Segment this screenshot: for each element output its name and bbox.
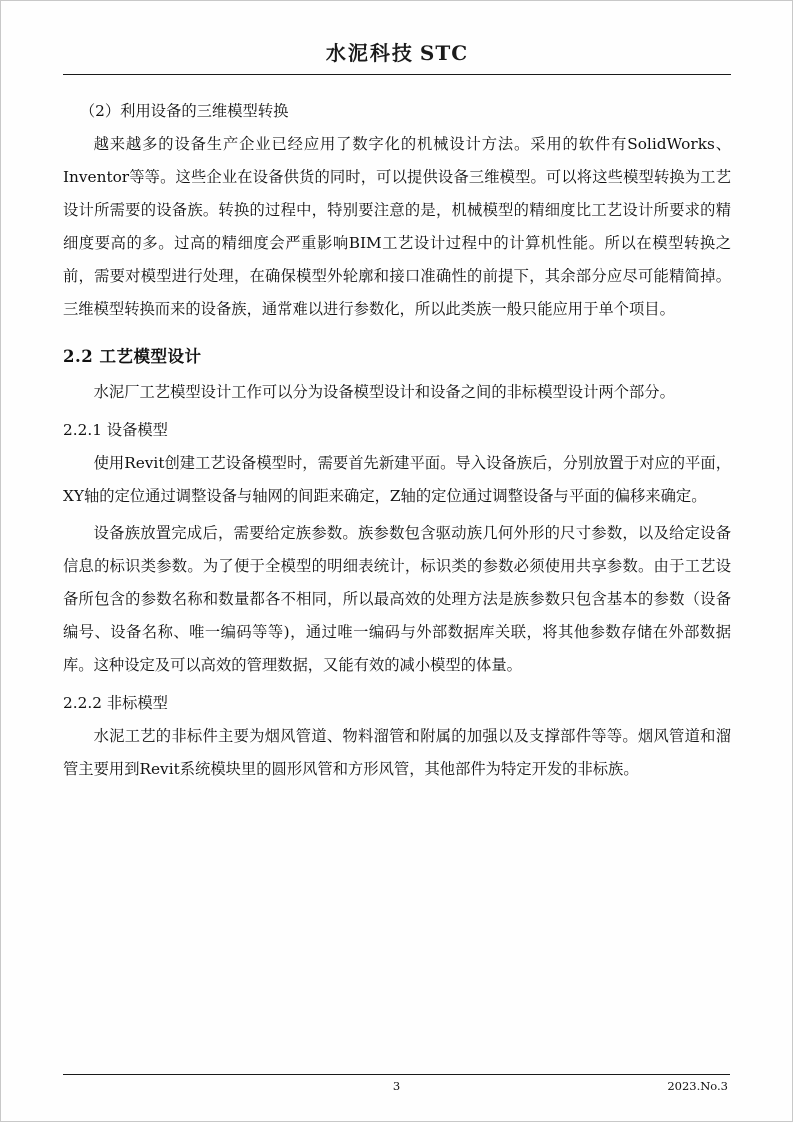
issue-label: 2023.No.3: [667, 1079, 728, 1093]
footer-row: [63, 1079, 730, 1097]
journal-title-latin: STC: [419, 41, 469, 65]
paragraph-family-parameters: 设备族放置完成后，需要给定族参数。族参数包含驱动族几何外形的尺寸参数，以及给定设备信息的标识类参数。为了便于全模型的明细表统计，标识类的参数必须使用共享参数。由于工艺设备所包含的参数名称和数量都各不相同，所以最高效的处理方法是族参数只包含基本的参数（设备编号、设备名称、唯一编码等等)，通过唯一编码与外部数据库关联，将其他参数存储在外部数据库。这种设定及可以高效的管理数据，又能有效的减小模型的体量。: [63, 524, 731, 674]
subsection-heading-2-2-2: 2.2.2 非标模型: [63, 694, 168, 712]
paragraph-nonstandard-model: 水泥工艺的非标件主要为烟风管道、物料溜管和附属的加强以及支撑部件等等。烟风管道和溜管主要用到Revit系统模块里的圆形风管和方形风管，其他部件为特定开发的非标族。: [63, 727, 731, 778]
subsection-heading-2-2-1: 2.2.1 设备模型: [63, 421, 168, 439]
document-body: [63, 95, 731, 786]
paragraph-3d-model-conversion: 越来越多的设备生产企业已经应用了数字化的机械设计方法。采用的软件有SolidWorks、Inventor等等。这些企业在设备供货的同时，可以提供设备三维模型。可以将这些模型转换为工艺设计所需要的设备族。转换的过程中，特别要注意的是，机械模型的精细度比工艺设计所要求的精细度要高的多。过高的精细度会严重影响BIM工艺设计过程中的计算机性能。所以在模型转换之前，需要对模型进行处理，在确保模型外轮廓和接口准确性的前提下，其余部分应尽可能精简掉。三维模型转换而来的设备族，通常难以进行参数化，所以此类族一般只能应用于单个项目。: [63, 135, 731, 318]
page-header: [63, 37, 731, 72]
section-heading-2-2: 2.2 工艺模型设计: [63, 347, 202, 366]
footer-divider: [63, 1074, 730, 1075]
page-footer: [63, 1074, 730, 1097]
paragraph-process-model-design: 水泥厂工艺模型设计工作可以分为设备模型设计和设备之间的非标模型设计两个部分。: [93, 383, 675, 401]
paragraph-item-2-heading: （2）利用设备的三维模型转换: [79, 102, 289, 120]
journal-title-cn: 水泥科技: [325, 41, 414, 65]
paragraph-equipment-model-revit: 使用Revit创建工艺设备模型时，需要首先新建平面。导入设备族后，分别放置于对应的平面，XY轴的定位通过调整设备与轴网的间距来确定，Z轴的定位通过调整设备与平面的偏移来确定。: [63, 454, 731, 505]
header-divider: [63, 74, 731, 75]
page-content: [63, 37, 731, 786]
page-number: 3: [392, 1079, 401, 1093]
